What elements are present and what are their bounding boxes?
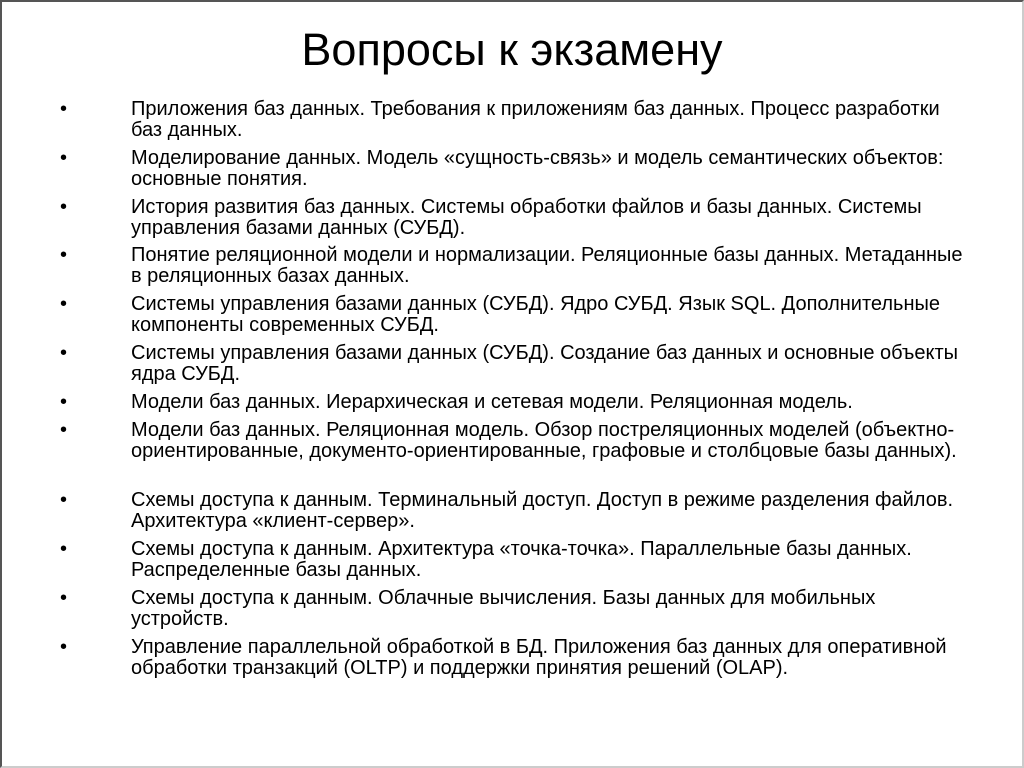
- bullet-icon: •: [60, 147, 68, 169]
- bullet-icon: •: [60, 244, 68, 266]
- slide-title: Вопросы к экзамену: [301, 24, 723, 75]
- bullet-icon: •: [60, 196, 68, 218]
- list-item-text: Схемы доступа к данным. Облачные вычисления. Базы данных для мобильных устройств.: [131, 587, 876, 630]
- list-item-text: История развития баз данных. Системы обработки файлов и базы данных. Системы управления базами данных (СУБД).: [131, 196, 922, 239]
- bullet-icon: •: [60, 98, 68, 120]
- list-item-text: Схемы доступа к данным. Архитектура «точка-точка». Параллельные базы данных. Распределенные базы данных.: [131, 538, 912, 581]
- bullet-icon: •: [60, 342, 68, 364]
- bullet-icon: •: [60, 293, 68, 315]
- list-item-text: Моделирование данных. Модель «сущность-связь» и модель семантических объектов: основные понятия.: [131, 147, 944, 190]
- list-item-text: Системы управления базами данных (СУБД). Создание баз данных и основные объекты ядра СУБД.: [131, 342, 959, 385]
- list-item-text: Приложения баз данных. Требования к приложениям баз данных. Процесс разработки баз данных.: [131, 98, 940, 141]
- bullet-icon: •: [60, 489, 68, 511]
- bullet-icon: •: [60, 391, 68, 413]
- bullet-icon: •: [60, 419, 68, 441]
- list-item-text: Понятие реляционной модели и нормализации. Реляционные базы данных. Метаданные в реляционных базах данных.: [131, 244, 963, 287]
- list-item-text: Управление параллельной обработкой в БД. Приложения баз данных для оперативной обработки транзакций (OLTP) и поддержки принятия решений (OLAP).: [131, 636, 947, 679]
- list-item-text: Модели баз данных. Иерархическая и сетевая модели. Реляционная модель.: [131, 391, 853, 413]
- bullet-icon: •: [60, 587, 68, 609]
- bullet-icon: •: [60, 538, 68, 560]
- list-item-text: Системы управления базами данных (СУБД). Ядро СУБД. Язык SQL. Дополнительные компоненты современных СУБД.: [131, 293, 940, 336]
- bullet-icon: •: [60, 636, 68, 658]
- list-item-text: Схемы доступа к данным. Терминальный доступ. Доступ в режиме разделения файлов. Архитектура «клиент-сервер».: [131, 489, 954, 532]
- list-item-text: Модели баз данных. Реляционная модель. Обзор постреляционных моделей (объектно-ориентированные, документо-ориентированные, графовые и столбцовые базы данных).: [131, 419, 957, 462]
